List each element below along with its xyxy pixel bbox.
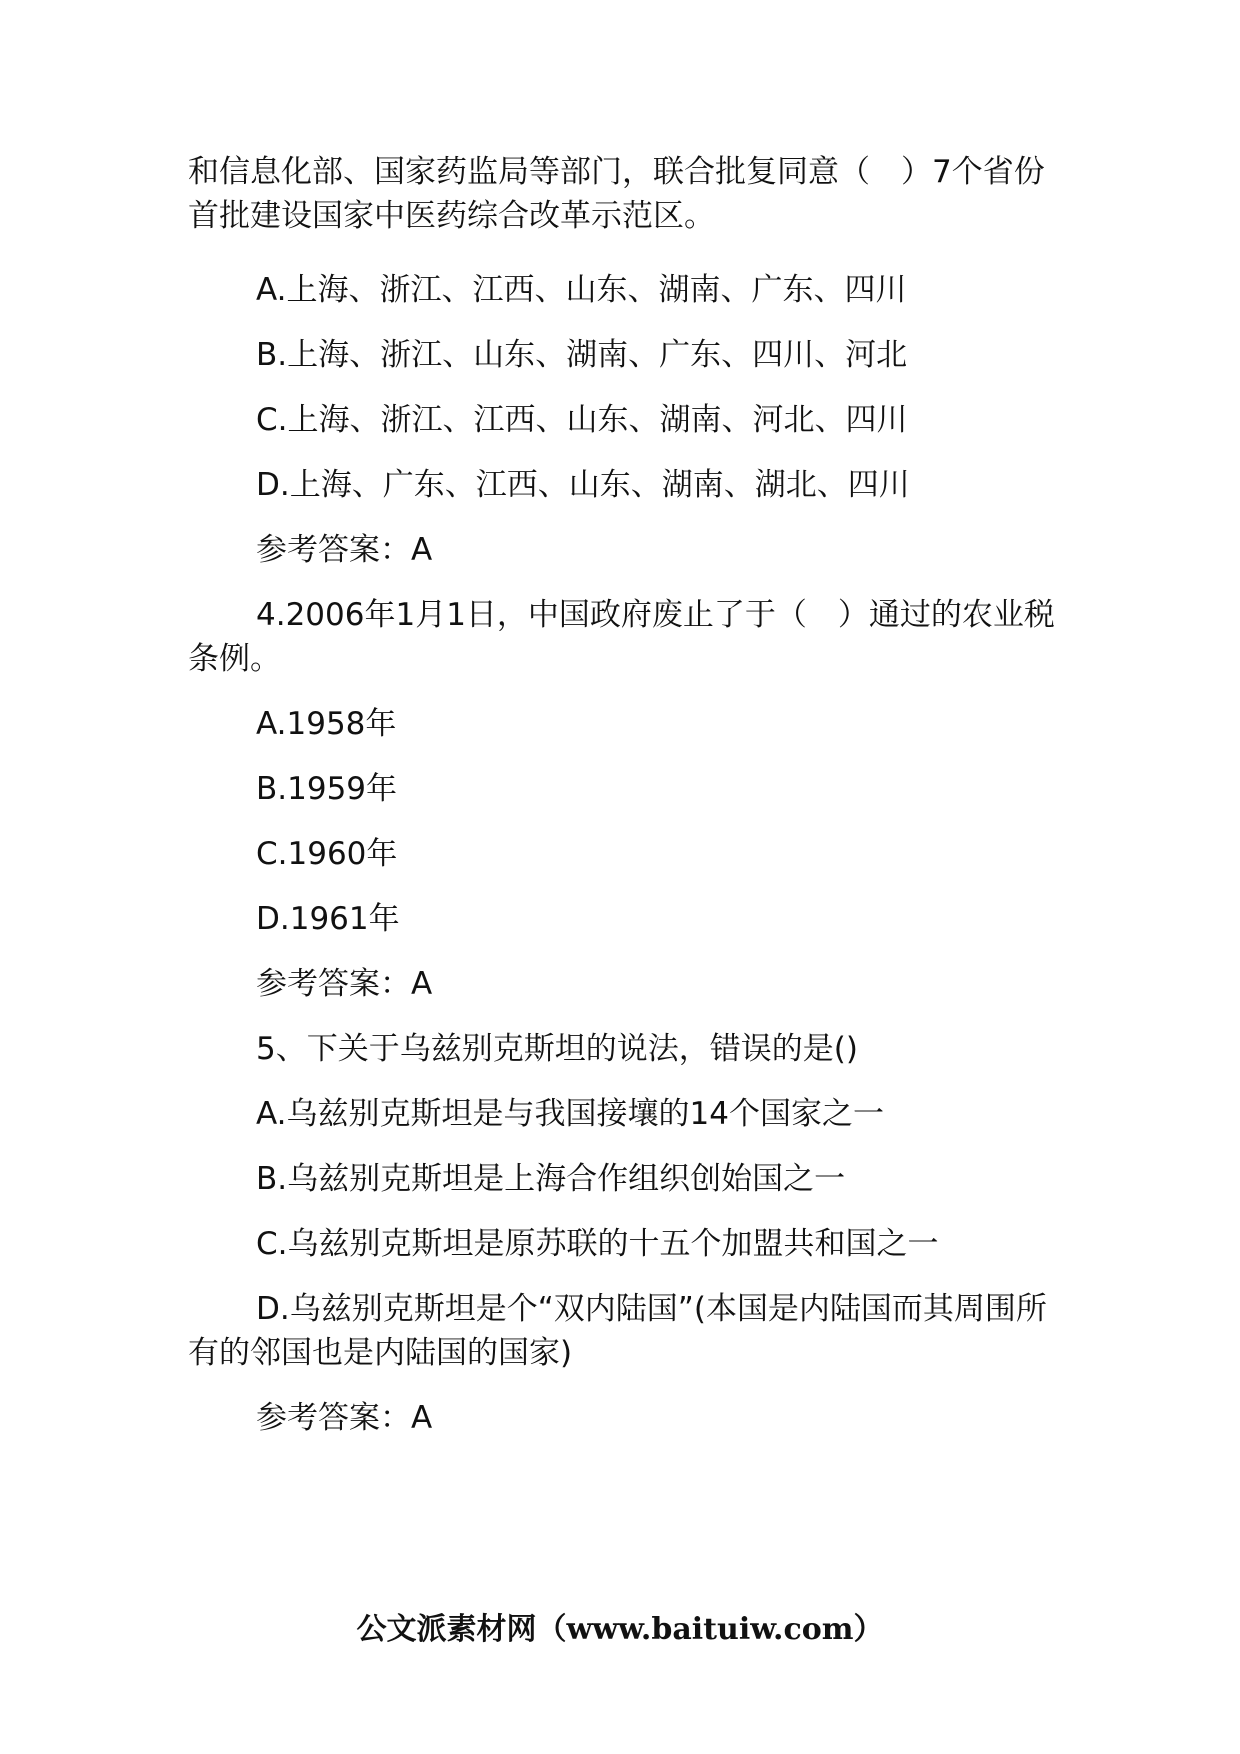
question-4-stem: 4.2006年1月1日，中国政府废止了于（ ）通过的农业税条例。 — [188, 597, 1055, 677]
question-4-option-c: C.1960年 — [256, 836, 398, 872]
question-4-option-b: B.1959年 — [256, 771, 398, 807]
question-4-option-a: A.1958年 — [256, 706, 397, 742]
question-3-option-b: B.上海、浙江、山东、湖南、广东、四川、河北 — [256, 337, 908, 373]
footer-source-text: 公文派素材网（www.baituiw.com） — [356, 1612, 884, 1647]
question-5-stem: 5、下关于乌兹别克斯坦的说法，错误的是() — [256, 1031, 858, 1067]
question-3-stem: 和信息化部、国家药监局等部门，联合批复同意（ ）7个省份首批建设国家中医药综合改革示范区。 — [188, 154, 1045, 234]
question-4-option-d: D.1961年 — [256, 901, 400, 937]
question-4-answer: 参考答案：A — [256, 966, 433, 1002]
question-5-answer: 参考答案：A — [256, 1400, 433, 1436]
question-3-option-a: A.上海、浙江、江西、山东、湖南、广东、四川 — [256, 272, 907, 308]
question-5-option-a: A.乌兹别克斯坦是与我国接壤的14个国家之一 — [256, 1096, 884, 1132]
question-3-option-c: C.上海、浙江、江西、山东、湖南、河北、四川 — [256, 402, 908, 438]
question-5-option-d: D.乌兹别克斯坦是个“双内陆国”(本国是内陆国而其周围所有的邻国也是内陆国的国家) — [188, 1291, 1047, 1371]
question-5-option-b: B.乌兹别克斯坦是上海合作组织创始国之一 — [256, 1161, 846, 1197]
question-3-answer: 参考答案：A — [256, 532, 433, 568]
document-body — [188, 150, 1068, 1440]
question-3-option-d: D.上海、广东、江西、山东、湖南、湖北、四川 — [256, 467, 910, 503]
question-5-option-c: C.乌兹别克斯坦是原苏联的十五个加盟共和国之一 — [256, 1226, 939, 1262]
